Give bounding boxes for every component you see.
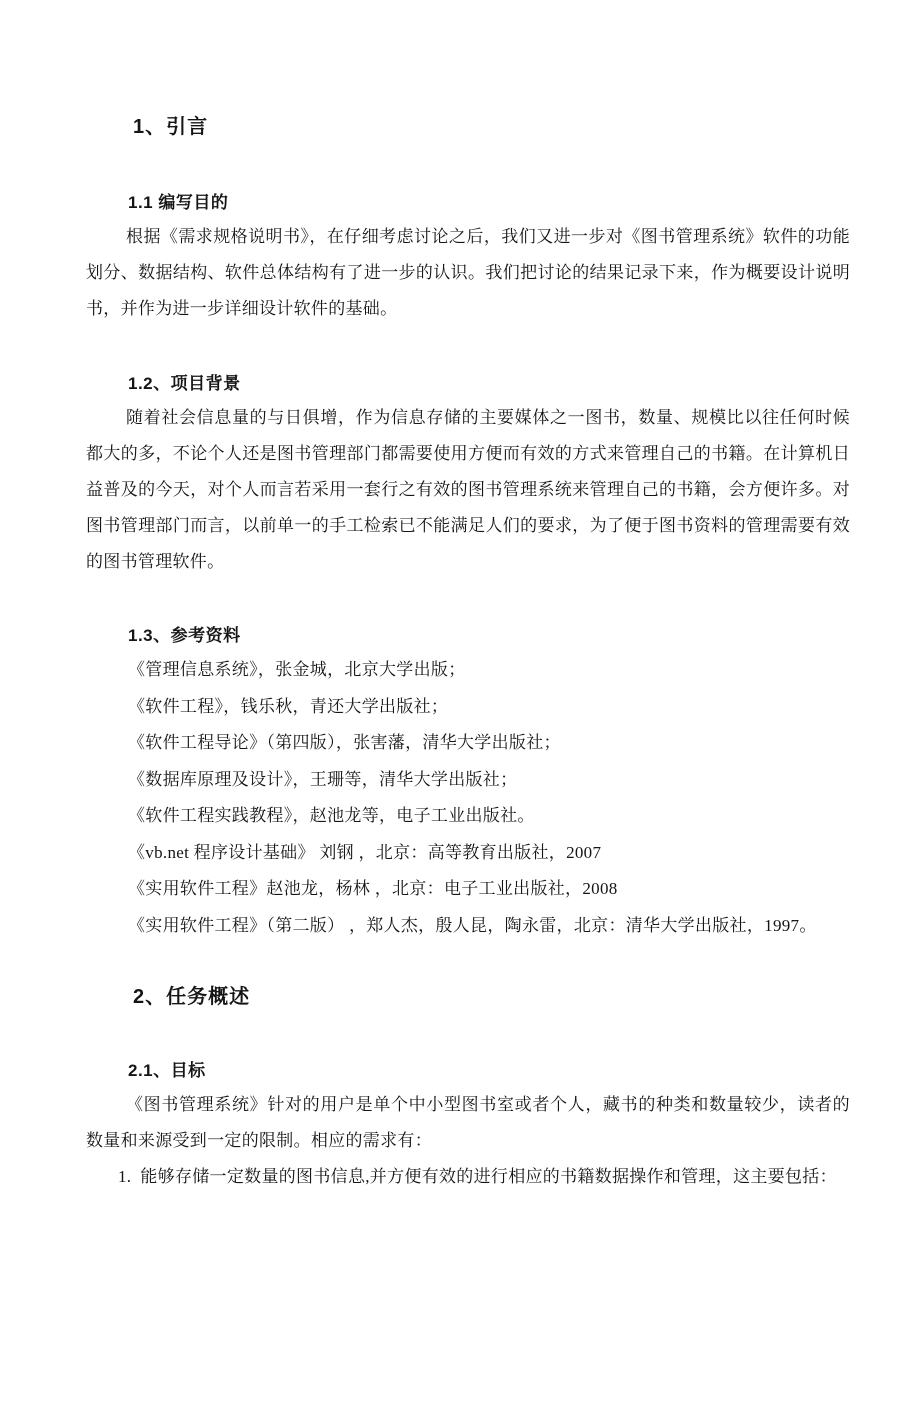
reference-item: 《数据库原理及设计》，王珊等，清华大学出版社； bbox=[128, 769, 518, 789]
heading-goal: 2.1、目标 bbox=[128, 1061, 206, 1080]
paragraph-project-background: 随着社会信息量的与日俱增，作为信息存储的主要媒体之一图书，数量、规模比以往任何时候都大的多，不论个人还是图书管理部门都需要使用方便而有效的方式来管理自己的书籍。在计算机日益普及的今天，对个人而言若采用一套行之有效的图书管理系统来管理自己的书籍，会方便许多。对图书管理部门而言，以前单一的手工检索已不能满足人们的要求，为了便于图书资料的管理需要有效的图书管理软件。 bbox=[86, 408, 850, 571]
heading-references: 1.3、参考资料 bbox=[128, 626, 241, 645]
reference-item: 《实用软件工程》赵池龙，杨林 ，北京：电子工业出版社，2008 bbox=[128, 879, 618, 898]
reference-item: 《vb.net 程序设计基础》 刘钢 ，北京：高等教育出版社，2007 bbox=[128, 842, 602, 862]
reference-item: 《软件工程实践教程》，赵池龙等，电子工业出版社。 bbox=[128, 806, 535, 825]
heading-writing-purpose: 1.1 编写目的 bbox=[128, 193, 229, 212]
reference-item: 《管理信息系统》，张金城，北京大学出版； bbox=[128, 660, 466, 679]
numbered-item-marker: 1. bbox=[118, 1167, 132, 1186]
document-page bbox=[0, 116, 920, 1418]
numbered-item-text: 能够存储一定数量的图书信息,并方便有效的进行相应的书籍数据操作和管理，这主要包括： bbox=[140, 1167, 837, 1186]
paragraph-writing-purpose: 根据《需求规格说明书》，在仔细考虑讨论之后，我们又进一步对《图书管理系统》软件的功能划分、数据结构、软件总体结构有了进一步的认识。我们把讨论的结果记录下来，作为概要设计说明书，并作为进一步详细设计软件的基础。 bbox=[86, 227, 850, 318]
reference-item: 《实用软件工程》（第二版） ，郑人杰，殷人昆，陶永雷，北京：清华大学出版社，1997。 bbox=[128, 915, 817, 935]
heading-project-background: 1.2、项目背景 bbox=[128, 374, 241, 393]
reference-list bbox=[86, 652, 850, 944]
reference-item: 《软件工程导论》（第四版），张害藩，清华大学出版社； bbox=[128, 733, 561, 752]
reference-item: 《软件工程》，钱乐秋，青还大学出版社； bbox=[128, 696, 449, 716]
numbered-item-1 bbox=[118, 1159, 850, 1195]
paragraph-goal: 《图书管理系统》针对的用户是单个中小型图书室或者个人，藏书的种类和数量较少，读者的数量和来源受到一定的限制。相应的需求有： bbox=[86, 1095, 850, 1150]
heading-introduction: 1、引言 bbox=[133, 116, 209, 138]
heading-task-overview: 2、任务概述 bbox=[133, 986, 251, 1008]
